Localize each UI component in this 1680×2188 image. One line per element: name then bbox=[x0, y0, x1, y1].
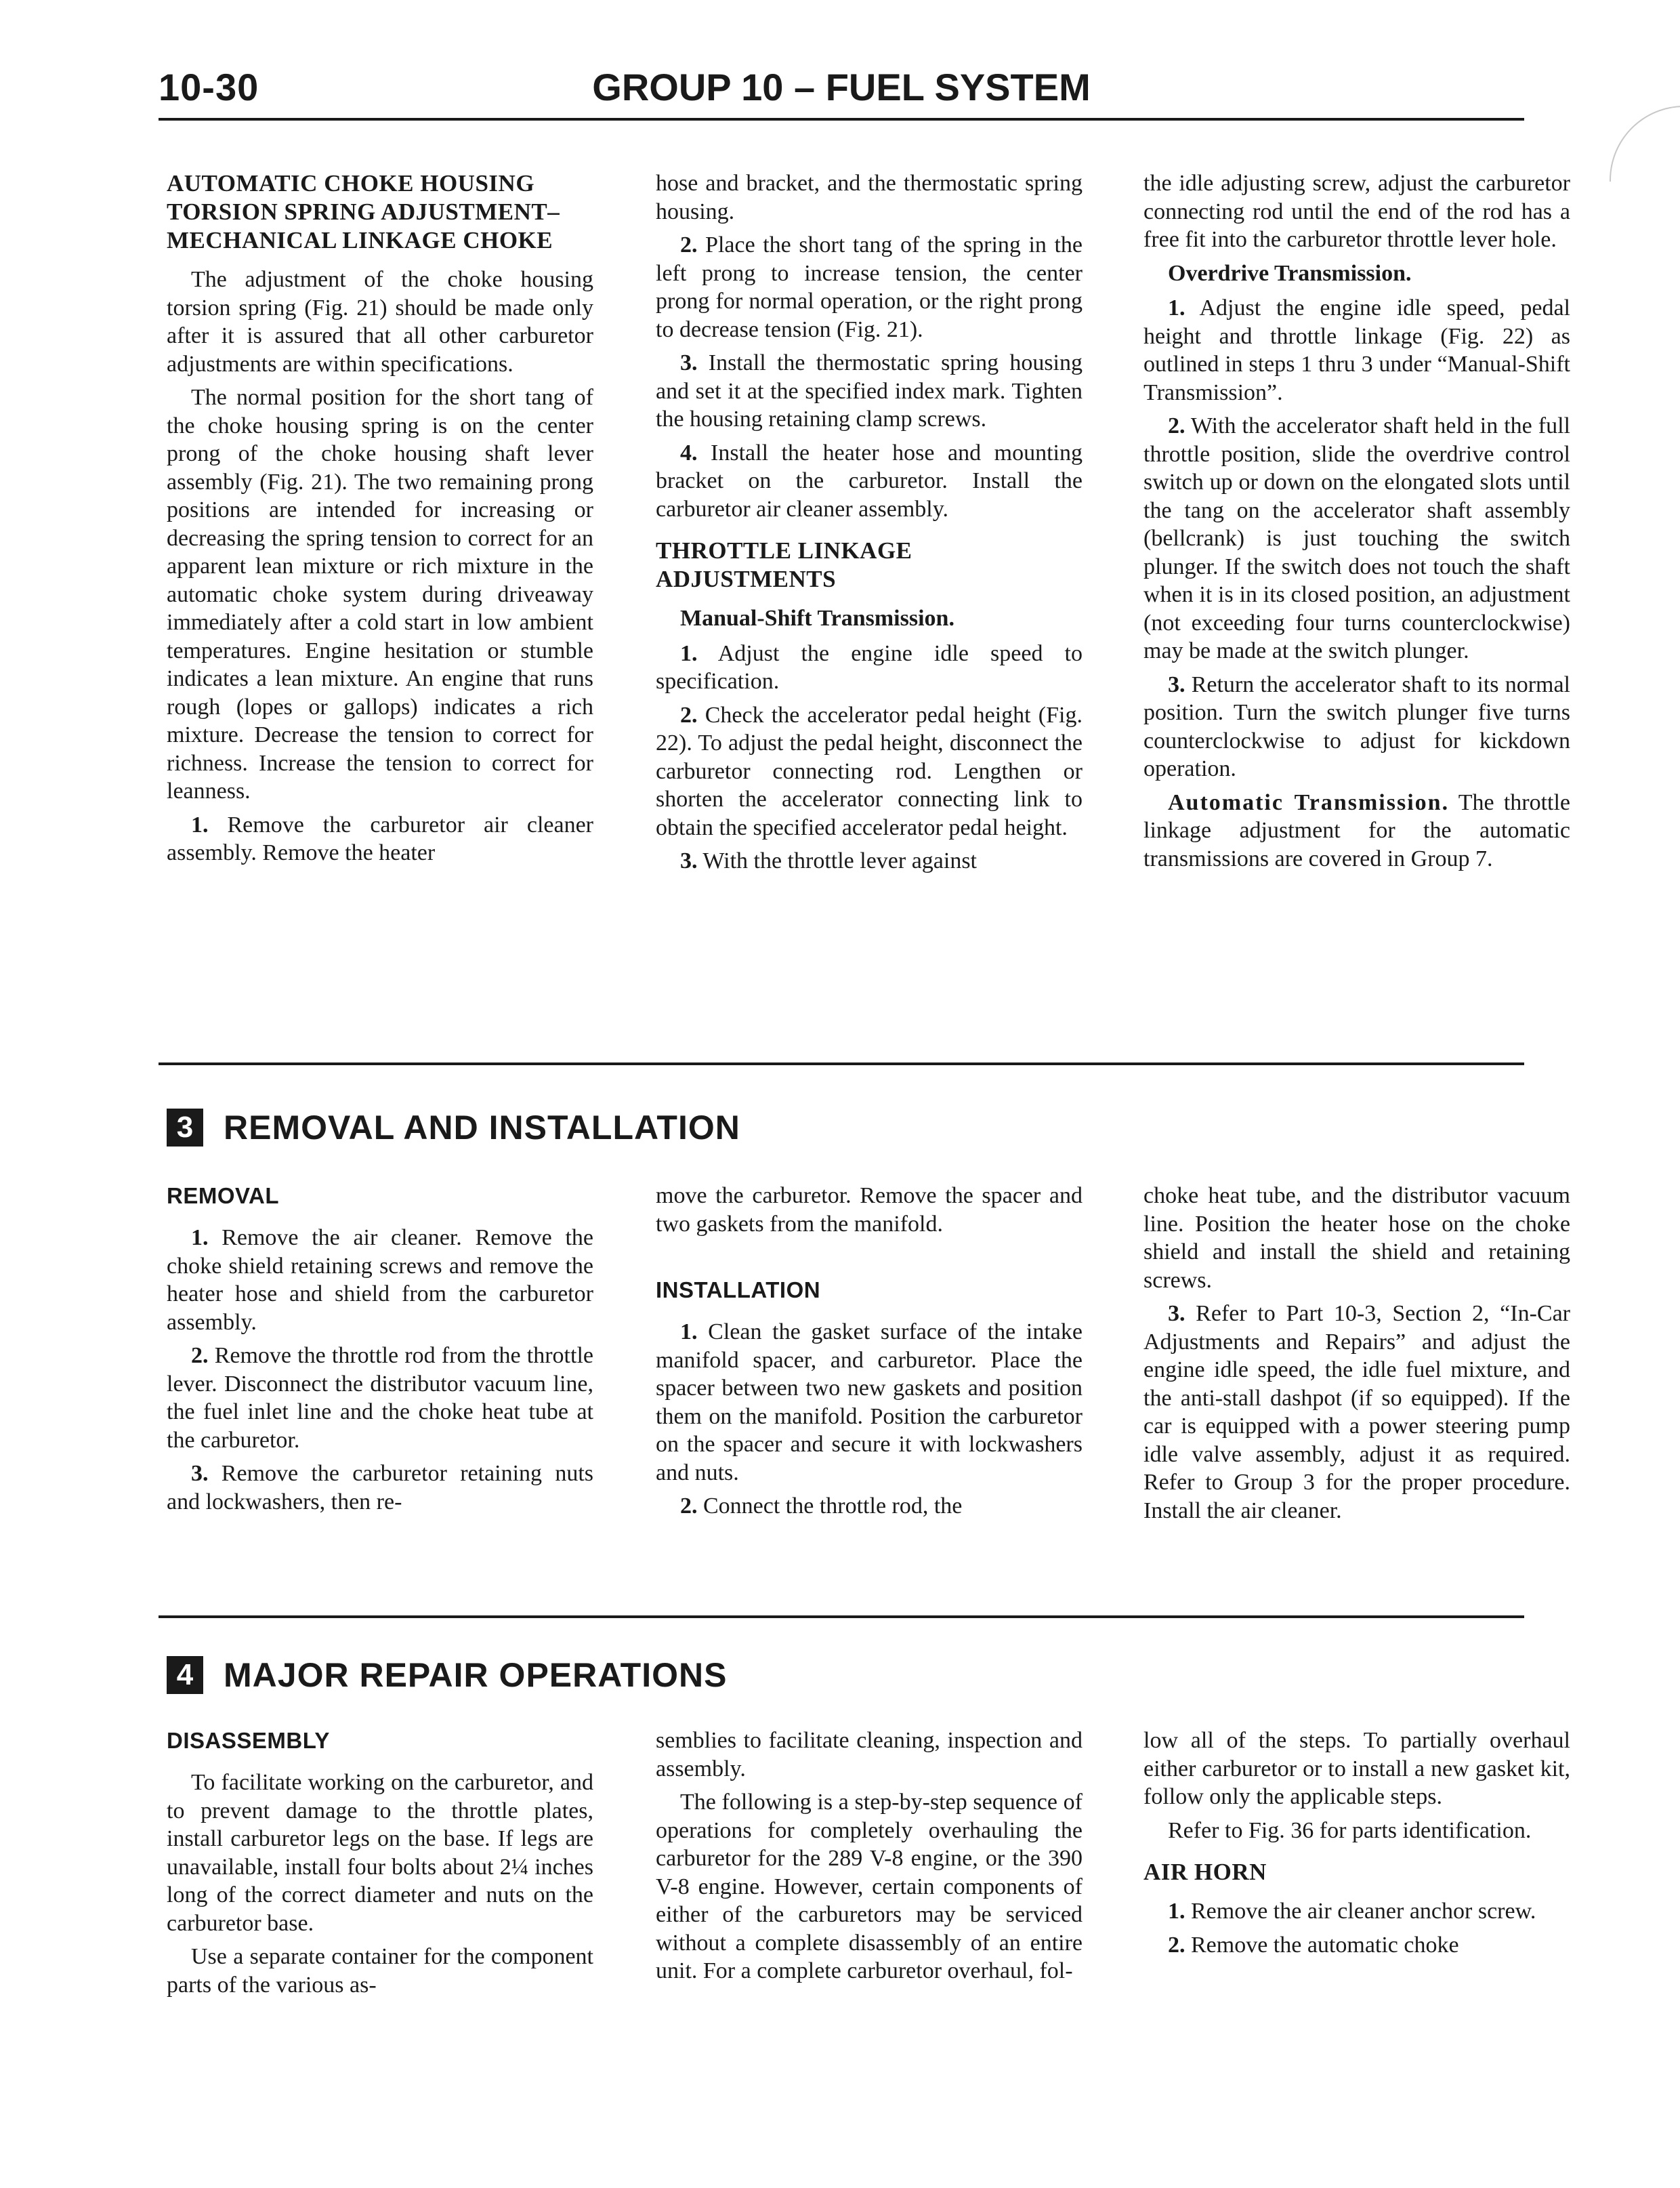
automatic-transmission-heading: Automatic Transmission. bbox=[1168, 789, 1450, 815]
step-text: Adjust the engine idle speed to specification. bbox=[656, 640, 1083, 694]
throttle-linkage-heading: THROTTLE LINKAGE ADJUSTMENTS bbox=[656, 537, 912, 592]
section-3-rule bbox=[159, 1062, 1524, 1065]
step-text: Check the accelerator pedal height (Fig. 22). To adjust the pedal height, disconnect the carburetor connecting rod. Lengthen or shorten the accelerator connecting link to obtain the specified accelerator pedal height. bbox=[656, 702, 1083, 840]
removal-step-2 bbox=[167, 1342, 593, 1454]
manual-step-3-continued: the idle adjusting screw, adjust the carburetor connecting rod until the end of the rod has a free fit into the carburetor throttle lever hole. bbox=[1143, 171, 1570, 252]
step-number: 3. bbox=[680, 848, 698, 873]
step-text: Install the thermostatic spring housing and set it at the specified index mark. Tighten the housing retaining clamp screws. bbox=[656, 350, 1083, 432]
step-text: With the throttle lever against bbox=[702, 848, 978, 873]
section-3-title: REMOVAL AND INSTALLATION bbox=[224, 1109, 740, 1147]
installation-heading: INSTALLATION bbox=[656, 1277, 821, 1302]
step-number: 2. bbox=[680, 1493, 698, 1519]
step-number: 2. bbox=[1168, 1932, 1185, 1958]
step-text: Remove the air cleaner. Remove the choke shield retaining screws and remove the heater hose and shield from the carburetor assembly. bbox=[167, 1225, 593, 1335]
overdrive-subheading: Overdrive Transmission. bbox=[1168, 260, 1412, 286]
parts-identification-paragraph: Refer to Fig. 36 for parts identification. bbox=[1168, 1817, 1532, 1843]
removal-heading: REMOVAL bbox=[167, 1183, 280, 1208]
step-text: Remove the carburetor air cleaner assembly. Remove the heater bbox=[167, 812, 593, 865]
step-text: Connect the throttle rod, the bbox=[703, 1493, 963, 1519]
installation-step-2 bbox=[656, 1492, 1083, 1521]
step-number: 2. bbox=[680, 232, 698, 257]
section-3-column-2 bbox=[656, 1182, 1083, 1526]
step-number: 1. bbox=[191, 1225, 209, 1250]
disassembly-heading: DISASSEMBLY bbox=[167, 1728, 330, 1753]
step-number: 2. bbox=[1168, 413, 1185, 438]
manual-step-1 bbox=[656, 640, 1083, 696]
section-4-column-2 bbox=[656, 1727, 1083, 1991]
choke-step-1-continued: hose and bracket, and the thermostatic spring housing. bbox=[656, 171, 1083, 224]
step-text: Remove the carburetor retaining nuts and lockwashers, then re- bbox=[167, 1461, 593, 1514]
choke-spring-paragraph-2: The normal position for the short tang of the choke housing spring is on the center prong of the choke housing shaft lever assembly (Fig. 21). The two remaining prong positions are intended for increasing or decreasing the spring tension to correct for an apparent lean mixture or rich mixture in the automatic choke system during driveaway immediately after a cold start in low ambient temperatures. Engine hesitation or stumble indicates a lean mixture. An engine that runs rough (lopes or gallops) indicates a rich mixture. Decrease the tension to correct for richness. Increase the tension to correct for leanness. bbox=[167, 385, 593, 804]
section-4-title: MAJOR REPAIR OPERATIONS bbox=[224, 1656, 728, 1694]
installation-step-2-continued: choke heat tube, and the distributor vacuum line. Position the heater hose on the choke shield and install the shield and retaining screws. bbox=[1143, 1183, 1570, 1293]
step-text: With the accelerator shaft held in the full throttle position, slide the overdrive control switch up or down on the elongated slots until the tang on the accelerator shaft assembly (bellcrank) is just touching the switch plunger. If the switch does not touch the shaft when it is in its closed position, an adjustment (not exceeding four turns counterclockwise) may be made at the switch plunger. bbox=[1143, 413, 1570, 663]
step-number: 4. bbox=[680, 440, 698, 466]
manual-shift-subheading: Manual-Shift Transmission. bbox=[680, 606, 954, 631]
step-text: Install the heater hose and mounting bracket on the carburetor. Install the carburetor air cleaner assembly. bbox=[656, 440, 1083, 522]
page-header bbox=[159, 65, 1524, 119]
overdrive-step-1 bbox=[1143, 294, 1570, 407]
header-rule bbox=[159, 118, 1524, 121]
step-number: 1. bbox=[680, 640, 698, 666]
step-text: Remove the automatic choke bbox=[1191, 1932, 1459, 1958]
top-column-2 bbox=[656, 169, 1083, 881]
section-4-column-1 bbox=[167, 1727, 593, 2004]
step-text: Clean the gasket surface of the intake manifold spacer, and carburetor. Place the spacer between two new gaskets and position them on the manifold. Position the carburetor on the spacer and secure it with lockwashers and nuts. bbox=[656, 1319, 1083, 1485]
step-text: Place the short tang of the spring in the left prong to increase tension, the center prong for normal operation, or the right prong to decrease tension (Fig. 21). bbox=[656, 232, 1083, 342]
air-horn-step-1 bbox=[1143, 1897, 1570, 1926]
group-title: GROUP 10 – FUEL SYSTEM bbox=[592, 66, 1091, 108]
step-number: 3. bbox=[680, 350, 698, 375]
step-number: 3. bbox=[191, 1461, 209, 1486]
choke-step-4 bbox=[656, 439, 1083, 524]
step-number: 1. bbox=[1168, 295, 1185, 321]
section-4-rule bbox=[159, 1615, 1524, 1618]
step-number: 2. bbox=[191, 1343, 209, 1368]
section-4-column-3 bbox=[1143, 1727, 1570, 1964]
step-number: 3. bbox=[1168, 672, 1185, 697]
automatic-transmission-text: The throttle linkage adjustment for the automatic transmissions are covered in Group 7. bbox=[1143, 789, 1571, 871]
manual-step-3 bbox=[656, 847, 1083, 875]
step-text: Refer to Part 10-3, Section 2, “In-Car Adjustments and Repairs” and adjust the engine idle speed, the idle fuel mixture, and the anti-stall dashpot (if so equipped). If the car is equipped with a power steering pump idle valve assembly, adjust it as required. Refer to Group 3 for the proper procedure. Install the air cleaner. bbox=[1143, 1301, 1571, 1523]
disassembly-paragraph-1: To facilitate working on the carburetor, and to prevent damage to the throttle plates, install carburetor legs on the base. If legs are unavailable, install four bolts about 2¼ inches long of the correct diameter and nuts on the carburetor base. bbox=[167, 1770, 593, 1936]
choke-spring-paragraph-1: The adjustment of the choke housing torsion spring (Fig. 21) should be made only after it is assured that all other carburetor adjustments are within specifications. bbox=[167, 267, 593, 377]
installation-step-3 bbox=[1143, 1300, 1570, 1525]
step-text: Return the accelerator shaft to its normal position. Turn the switch plunger five turns counterclockwise to adjust for kickdown operation. bbox=[1143, 672, 1571, 781]
top-column-1 bbox=[167, 169, 593, 873]
step-number: 1. bbox=[1168, 1899, 1185, 1924]
installation-step-1 bbox=[656, 1318, 1083, 1487]
step-text: Adjust the engine idle speed, pedal height and throttle linkage (Fig. 22) as outlined in steps 1 thru 3 under “Manual-Shift Transmission”. bbox=[1143, 295, 1571, 405]
disassembly-paragraph-2: Use a separate container for the component parts of the various as- bbox=[167, 1944, 593, 1998]
removal-step-3-continued: move the carburetor. Remove the spacer and two gaskets from the manifold. bbox=[656, 1183, 1083, 1237]
overhaul-sequence-paragraph: The following is a step-by-step sequence of operations for completely overhauling the carburetor for the 289 V-8 engine, or the 390 V-8 engine. However, certain components of either of the carburetors may be serviced without a complete disassembly of an entire unit. For a complete carburetor overhaul, fol- bbox=[656, 1790, 1083, 1983]
manual-step-2 bbox=[656, 701, 1083, 842]
choke-step-2 bbox=[656, 231, 1083, 344]
overdrive-step-3 bbox=[1143, 671, 1570, 783]
step-number: 1. bbox=[680, 1319, 698, 1344]
page-number: 10-30 bbox=[159, 66, 259, 108]
section-3-column-3 bbox=[1143, 1182, 1570, 1530]
air-horn-step-2 bbox=[1143, 1931, 1570, 1960]
choke-spring-heading: AUTOMATIC CHOKE HOUSING TORSION SPRING ADJUSTMENT–MECHANICAL LINKAGE CHOKE bbox=[167, 170, 560, 253]
automatic-transmission-paragraph bbox=[1143, 789, 1570, 873]
corner-mark bbox=[1610, 106, 1680, 182]
step-number: 3. bbox=[1168, 1301, 1185, 1326]
top-column-3 bbox=[1143, 169, 1570, 878]
removal-step-3 bbox=[167, 1460, 593, 1516]
section-3-badge: 3 bbox=[167, 1109, 203, 1147]
step-text: Remove the air cleaner anchor screw. bbox=[1191, 1899, 1536, 1924]
choke-step-1 bbox=[167, 811, 593, 867]
disassembly-paragraph-2-continued: semblies to facilitate cleaning, inspection and assembly. bbox=[656, 1728, 1083, 1781]
air-horn-heading: AIR HORN bbox=[1143, 1859, 1267, 1885]
overhaul-sequence-continued: low all of the steps. To partially overhaul either carburetor or to install a new gasket kit, follow only the applicable steps. bbox=[1143, 1728, 1570, 1809]
step-number: 2. bbox=[680, 702, 698, 728]
overdrive-step-2 bbox=[1143, 412, 1570, 665]
step-text: Remove the throttle rod from the throttle lever. Disconnect the distributor vacuum line, the fuel inlet line and the choke heat tube at the carburetor. bbox=[167, 1343, 593, 1453]
section-3-column-1 bbox=[167, 1182, 593, 1521]
step-number: 1. bbox=[191, 812, 209, 838]
choke-step-3 bbox=[656, 349, 1083, 434]
removal-step-1 bbox=[167, 1224, 593, 1336]
section-4-badge: 4 bbox=[167, 1656, 203, 1694]
